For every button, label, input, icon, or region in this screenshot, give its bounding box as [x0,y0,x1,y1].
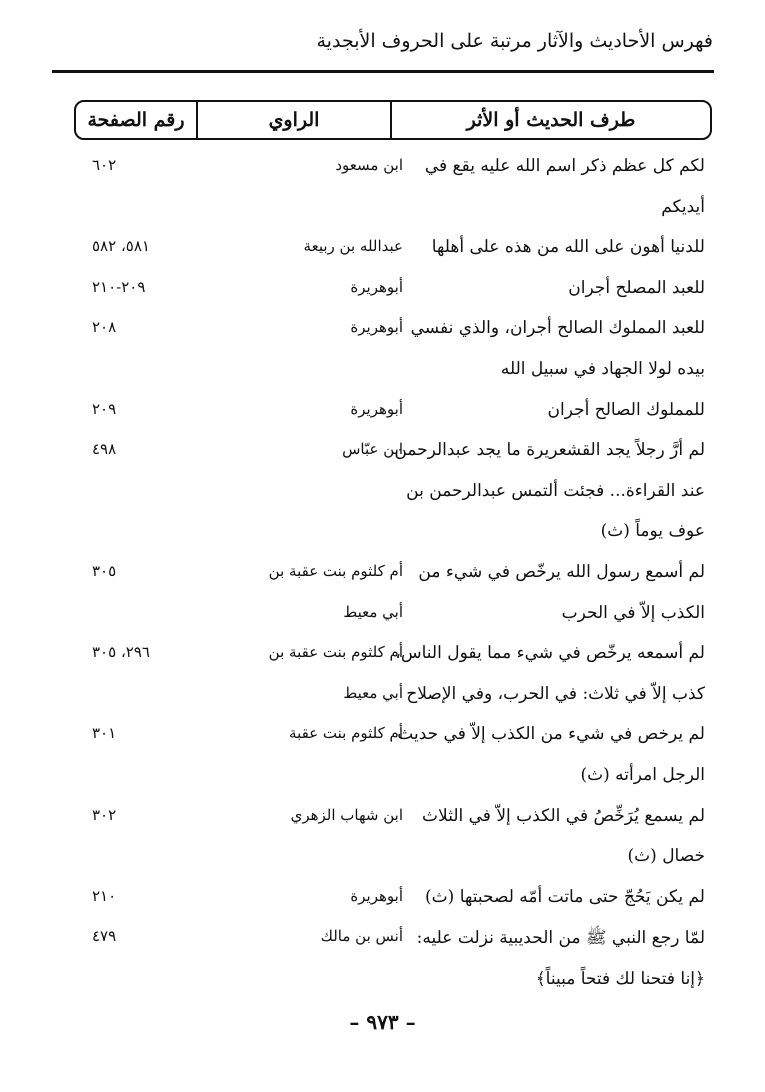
hadith-cell: للعبد المملوك الصالح أجران، والذي نفسي [410,318,705,339]
hadith-cell: لم أسمعه يرخّص في شيء مما يقول الناس، [395,643,705,664]
table-row [0,191,765,229]
page-cell: ٤٧٩ [92,927,117,946]
table-row [0,962,765,1000]
table-row [0,678,765,716]
hadith-cell: للعبد المصلح أجران [568,277,705,298]
narrator-cell: عبدالله بن ربيعة [303,237,403,256]
hadith-cell: الكذب إلاّ في الحرب [561,602,705,623]
column-header-narrator: الراوي [196,102,390,138]
hadith-cell: لكم كل عظم ذكر اسم الله عليه يقع في [424,156,705,176]
table-row [0,515,765,553]
hadith-cell: خصال (ث) [627,846,705,867]
narrator-cell: أبوهريرة [350,318,403,337]
hadith-cell: الرجل امرأته (ث) [580,765,705,785]
narrator-cell: ابن مسعود [335,156,403,174]
page-cell: ٢١٠ [92,886,117,905]
page-cell: ٢٠٩-٢١٠ [92,277,146,296]
table-row [0,759,765,797]
table-row [0,394,765,432]
column-header-page: رقم الصفحة [87,109,185,131]
table-row [0,556,765,594]
narrator-cell: أبوهريرة [350,399,403,418]
page-cell: ٣٠١ [92,724,117,743]
running-head: فهرس الأحاديث والآثار مرتبة على الحروف الأبجدية [316,30,713,52]
narrator-cell: أبوهريرة [350,886,403,905]
narrator-cell: أنس بن مالك [320,927,403,946]
table-row [0,272,765,310]
narrator-cell: أم كلثوم بنت عقبة بن [268,562,403,580]
hadith-cell: بيده لولا الجهاد في سبيل الله [500,359,705,379]
page-cell: ٢٠٨ [92,318,117,337]
hadith-cell: لم يرخص في شيء من الكذب إلاّ في حديث [397,724,705,745]
hadith-cell: أيديكم [661,196,705,217]
hadith-cell: لم أسمع رسول الله يرخّص في شيء من [418,562,705,582]
table-row [0,312,765,350]
hadith-cell: عند القراءة... فجئت ألتمس عبدالرحمن بن [406,480,705,501]
narrator-cell: أم كلثوم بنت عقبة بن [268,643,403,662]
narrator-cell: أبي معيط [343,602,403,621]
hadith-cell: للدنيا أهون على الله من هذه على أهلها [431,237,705,258]
narrator-cell: ابن عبّاس [342,440,403,459]
hadith-cell: للمملوك الصالح أجران [547,399,705,420]
table-row [0,231,765,269]
page-cell: ٤٩٨ [92,440,117,459]
hadith-cell: لم يكن يَحُجّ حتى ماتت أمّه لصحبتها (ث) [425,886,705,907]
page-number: – ٩٧٣ – [349,1010,416,1034]
narrator-cell: ابن شهاب الزهري [290,805,403,824]
table-row [0,150,765,188]
page-cell: ٦٠٢ [92,156,117,174]
table-row [0,353,765,391]
narrator-cell: أم كلثوم بنت عقبة [289,724,403,743]
page-cell: ٣٠٥ [92,562,117,580]
page-cell: ٢٩٦، ٣٠٥ [92,643,150,662]
table-row [0,840,765,878]
page-cell: ٥٨١، ٥٨٢ [92,237,150,256]
page-cell: ٢٠٩ [92,399,117,418]
table-row [0,800,765,838]
table-row [0,718,765,756]
table-row [0,881,765,919]
table-row [0,597,765,635]
hadith-cell: ﴿إنا فتحنا لك فتحاً مبيناً﴾ [535,969,705,989]
page-cell: ٣٠٢ [92,805,117,824]
table-header [74,100,712,140]
narrator-cell: أبي معيط [343,683,403,702]
narrator-cell: أبوهريرة [350,277,403,296]
hadith-cell: عوف يوماً (ث) [600,521,705,542]
table-row [0,434,765,472]
table-row [0,921,765,959]
hadith-cell: كذب إلاّ في ثلاث: في الحرب، وفي الإصلاح [406,683,705,704]
column-header-hadith: طرف الحديث أو الأثر [390,102,710,138]
hadith-cell: لم أرَّ رجلاً يجد القشعريرة ما يجد عبدالرحمن [394,440,705,461]
hadith-cell: لمّا رجع النبي ﷺ من الحديبية نزلت عليه: [416,928,705,949]
table-row [0,637,765,675]
hadith-cell: لم يسمع يُرَخِّصُ في الكذب إلاّ في الثلاث [422,805,705,826]
table-row [0,475,765,513]
header-rule [52,70,714,73]
